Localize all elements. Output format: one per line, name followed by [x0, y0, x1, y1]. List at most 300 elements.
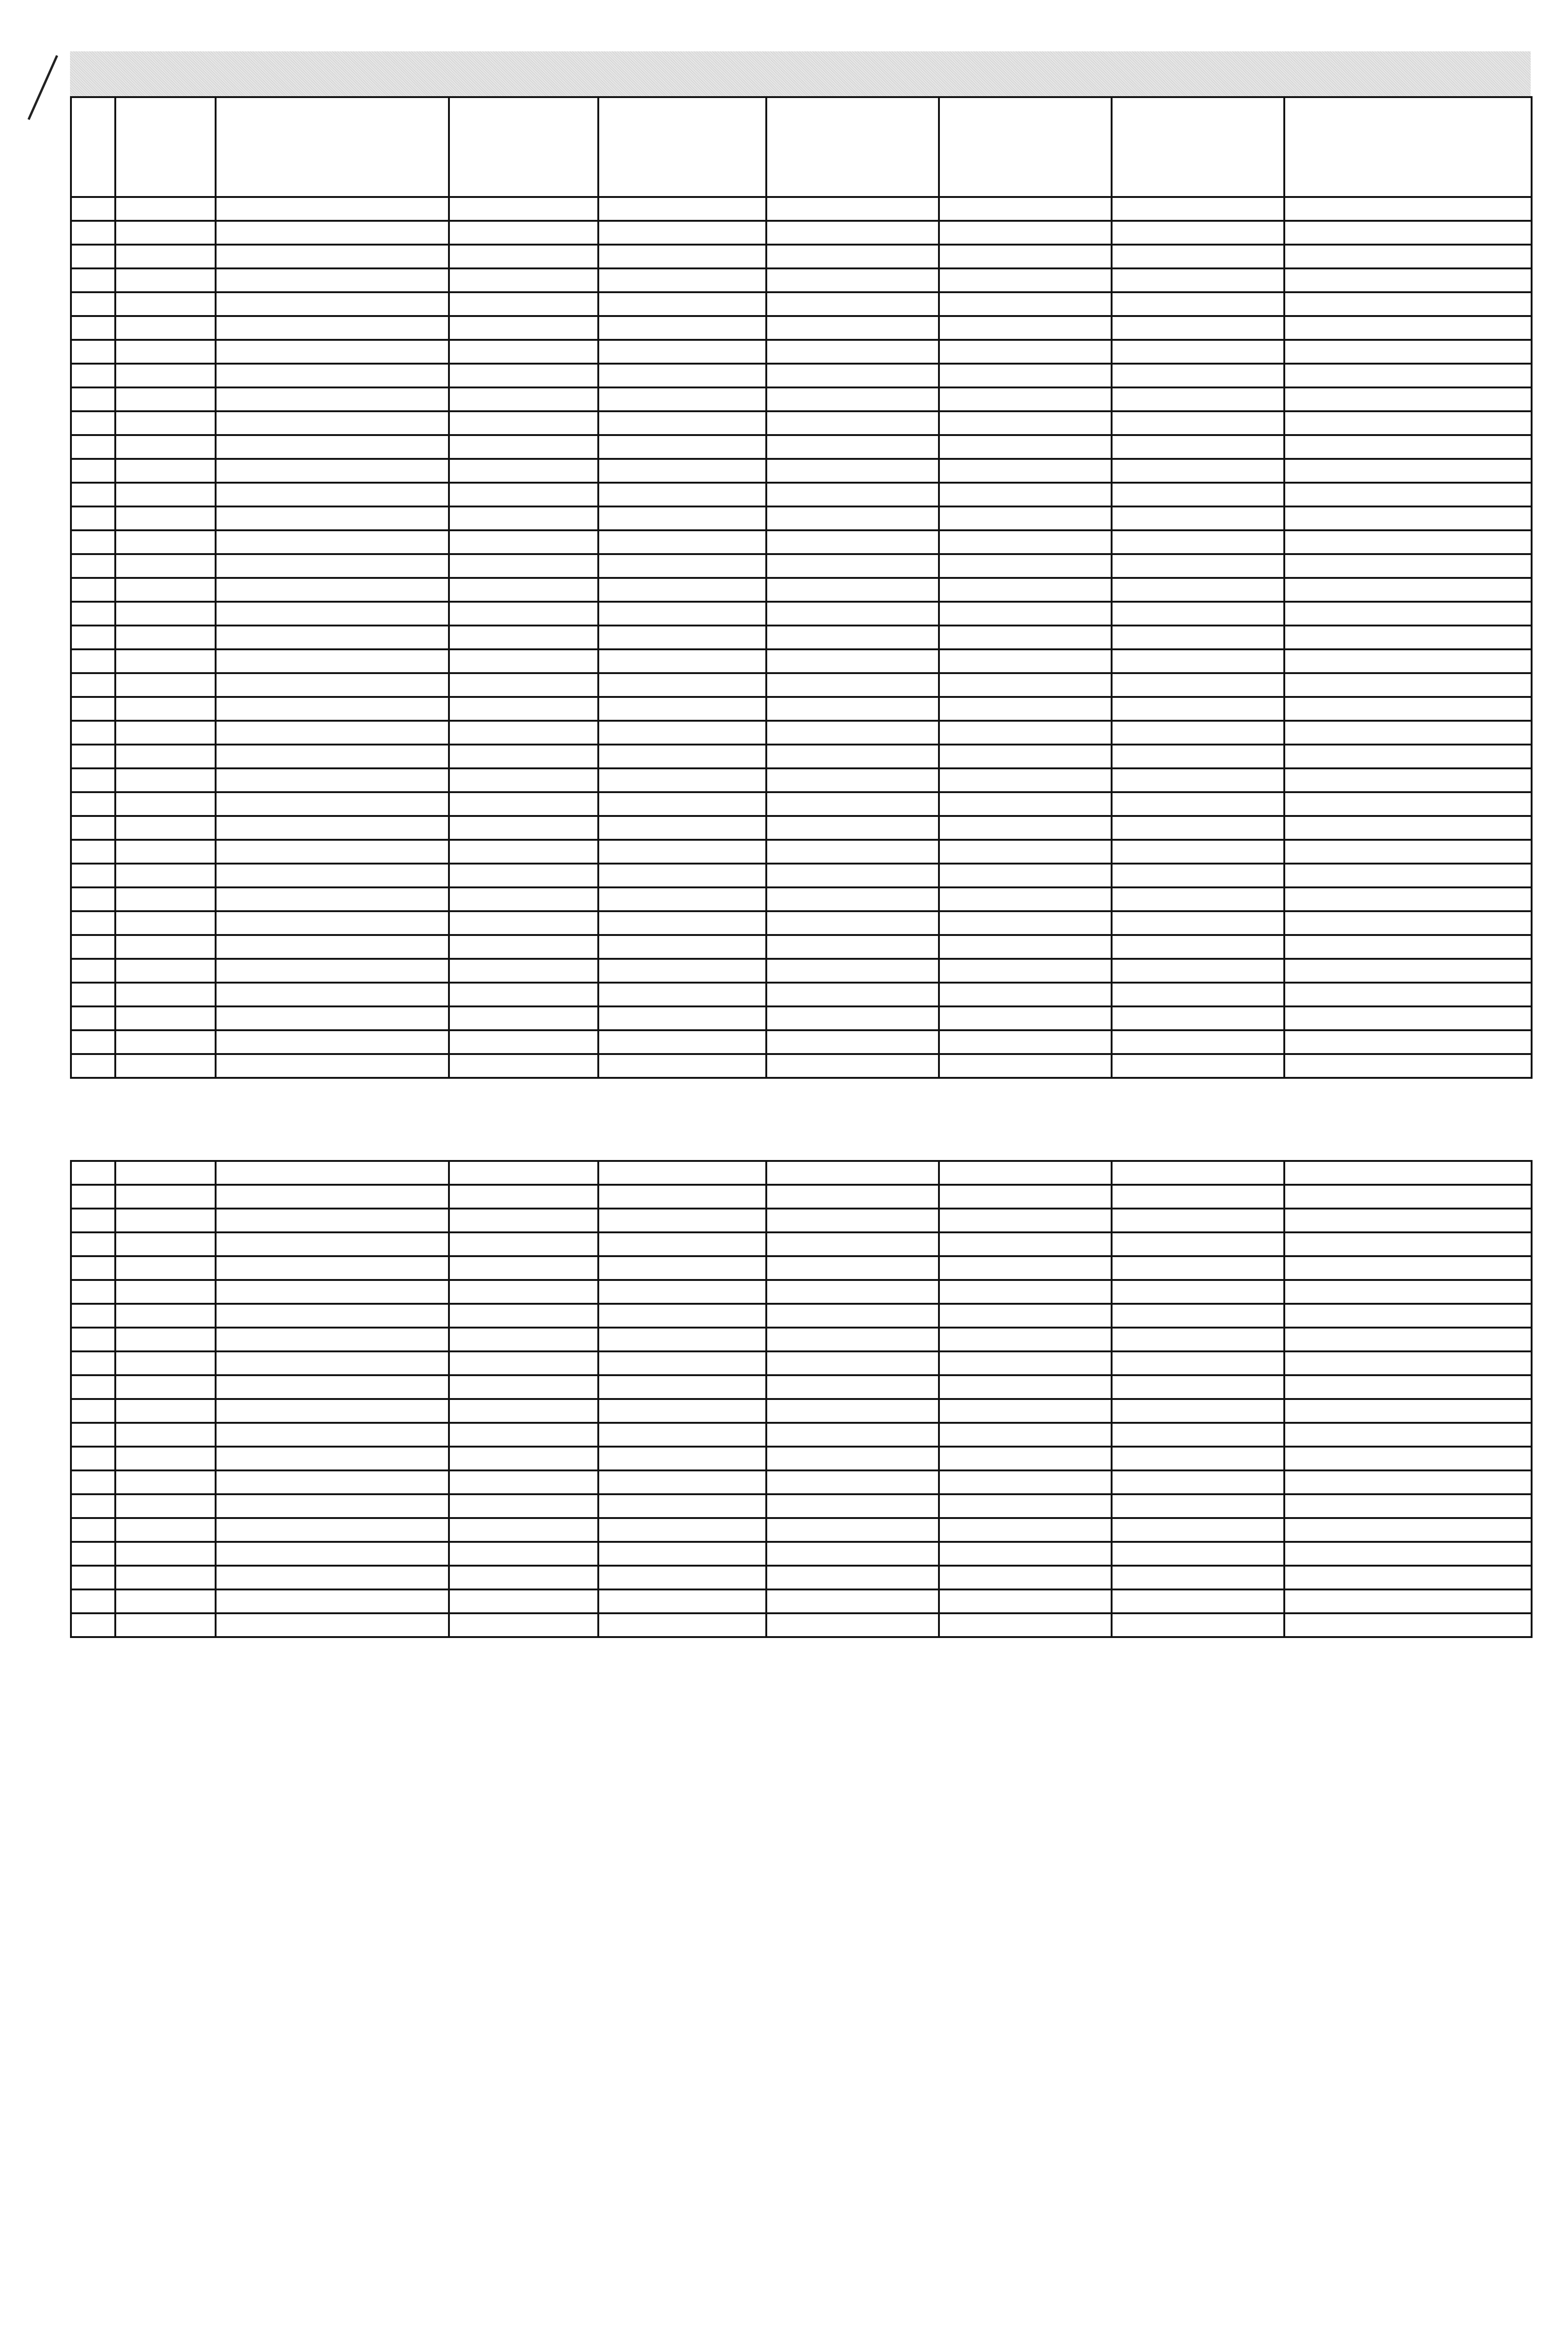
- tx-subtone-cell: [939, 1375, 1112, 1399]
- zap-st-cell: [71, 340, 115, 364]
- tx-frequency-cell: [766, 1375, 939, 1399]
- repeater-location-cell: [216, 721, 449, 745]
- rx-subtone-cell: [1284, 1328, 1532, 1351]
- table-row: [71, 1613, 1532, 1637]
- regional-center-cell: [598, 864, 766, 887]
- tx-frequency-cell: [766, 935, 939, 959]
- rx-frequency-cell: [1112, 364, 1284, 387]
- repeater-location-cell: [216, 483, 449, 506]
- zap-st-cell: [71, 1589, 115, 1613]
- regional-center-cell: [598, 459, 766, 483]
- table-row: [71, 1518, 1532, 1542]
- tx-frequency-cell: [766, 1494, 939, 1518]
- repeater-location-cell: [216, 840, 449, 864]
- tx-subtone-cell: [939, 221, 1112, 245]
- rx-subtone-cell: [1284, 816, 1532, 840]
- channel-number-cell: [115, 1280, 216, 1304]
- rx-subtone-cell: [1284, 911, 1532, 935]
- col-header: [1284, 97, 1532, 197]
- zap-st-cell: [71, 1328, 115, 1351]
- channel-number-cell: [115, 268, 216, 292]
- tx-frequency-cell: [766, 1030, 939, 1054]
- channel-number-cell: [115, 1518, 216, 1542]
- repeater-location-cell: [216, 1256, 449, 1280]
- channel-number-cell: [115, 721, 216, 745]
- table-row: [71, 1375, 1532, 1399]
- region-cell: [449, 1423, 598, 1447]
- region-cell: [449, 1351, 598, 1375]
- regional-center-cell: [598, 1494, 766, 1518]
- regional-center-cell: [598, 1399, 766, 1423]
- rx-subtone-cell: [1284, 1423, 1532, 1447]
- regional-center-cell: [598, 197, 766, 221]
- rx-subtone-cell: [1284, 887, 1532, 911]
- repeater-location-cell: [216, 745, 449, 768]
- channel-number-cell: [115, 530, 216, 554]
- channel-number-cell: [115, 1589, 216, 1613]
- channel-number-cell: [115, 1006, 216, 1030]
- region-cell: [449, 245, 598, 268]
- tx-frequency-cell: [766, 221, 939, 245]
- repeater-location-cell: [216, 197, 449, 221]
- rx-frequency-cell: [1112, 721, 1284, 745]
- tx-subtone-cell: [939, 506, 1112, 530]
- tx-subtone-cell: [939, 1185, 1112, 1209]
- repeater-location-cell: [216, 935, 449, 959]
- regional-center-cell: [598, 435, 766, 459]
- rx-subtone-cell: [1284, 721, 1532, 745]
- rx-subtone-cell: [1284, 1470, 1532, 1494]
- regional-center-cell: [598, 1589, 766, 1613]
- zap-st-cell: [71, 316, 115, 340]
- tx-subtone-cell: [939, 483, 1112, 506]
- tx-subtone-cell: [939, 626, 1112, 649]
- tx-subtone-cell: [939, 1518, 1112, 1542]
- rx-subtone-cell: [1284, 387, 1532, 411]
- table-row: [71, 506, 1532, 530]
- col-header: [598, 97, 766, 197]
- region-cell: [449, 1447, 598, 1470]
- rx-subtone-cell: [1284, 1542, 1532, 1566]
- repeater-location-cell: [216, 578, 449, 602]
- zap-st-cell: [71, 1566, 115, 1589]
- rx-subtone-cell: [1284, 1566, 1532, 1589]
- table-row: [71, 983, 1532, 1006]
- region-cell: [449, 1566, 598, 1589]
- zap-st-cell: [71, 887, 115, 911]
- zap-st-cell: [71, 1399, 115, 1423]
- repeater-location-cell: [216, 626, 449, 649]
- repeater-location-cell: [216, 1613, 449, 1637]
- zap-st-cell: [71, 673, 115, 697]
- table-row: [71, 292, 1532, 316]
- rx-frequency-cell: [1112, 1375, 1284, 1399]
- regional-center-cell: [598, 768, 766, 792]
- rx-subtone-cell: [1284, 435, 1532, 459]
- repeater-location-cell: [216, 221, 449, 245]
- rx-frequency-cell: [1112, 1589, 1284, 1613]
- channel-number-cell: [115, 792, 216, 816]
- tx-frequency-cell: [766, 1542, 939, 1566]
- tx-frequency-cell: [766, 459, 939, 483]
- tx-subtone-cell: [939, 1494, 1112, 1518]
- region-cell: [449, 697, 598, 721]
- repeater-location-cell: [216, 245, 449, 268]
- channel-number-cell: [115, 1566, 216, 1589]
- zap-st-cell: [71, 1054, 115, 1078]
- region-cell: [449, 1185, 598, 1209]
- rx-frequency-cell: [1112, 1470, 1284, 1494]
- zap-st-cell: [71, 935, 115, 959]
- rx-subtone-cell: [1284, 1006, 1532, 1030]
- tx-frequency-cell: [766, 745, 939, 768]
- channel-number-cell: [115, 673, 216, 697]
- region-cell: [449, 887, 598, 911]
- channel-number-cell: [115, 1030, 216, 1054]
- tx-subtone-cell: [939, 602, 1112, 626]
- channel-number-cell: [115, 864, 216, 887]
- rx-frequency-cell: [1112, 1423, 1284, 1447]
- rx-subtone-cell: [1284, 626, 1532, 649]
- table-row: [71, 1494, 1532, 1518]
- table-row: [71, 959, 1532, 983]
- regional-center-cell: [598, 1375, 766, 1399]
- rx-subtone-cell: [1284, 1185, 1532, 1209]
- tx-frequency-cell: [766, 911, 939, 935]
- rx-frequency-cell: [1112, 983, 1284, 1006]
- tx-frequency-cell: [766, 840, 939, 864]
- zap-st-cell: [71, 530, 115, 554]
- region-cell: [449, 221, 598, 245]
- region-cell: [449, 1542, 598, 1566]
- rx-frequency-cell: [1112, 1494, 1284, 1518]
- rx-subtone-cell: [1284, 578, 1532, 602]
- region-cell: [449, 792, 598, 816]
- table-row: [71, 911, 1532, 935]
- channel-number-cell: [115, 316, 216, 340]
- regional-center-cell: [598, 1518, 766, 1542]
- regional-center-cell: [598, 983, 766, 1006]
- tx-frequency-cell: [766, 435, 939, 459]
- channel-number-cell: [115, 1161, 216, 1185]
- rx-frequency-cell: [1112, 1006, 1284, 1030]
- tx-frequency-cell: [766, 1613, 939, 1637]
- tx-subtone-cell: [939, 1613, 1112, 1637]
- zap-st-cell: [71, 578, 115, 602]
- rx-frequency-cell: [1112, 602, 1284, 626]
- regional-center-cell: [598, 626, 766, 649]
- channel-number-cell: [115, 1185, 216, 1209]
- repeater-location-cell: [216, 459, 449, 483]
- repeater-location-cell: [216, 1470, 449, 1494]
- regional-center-cell: [598, 887, 766, 911]
- rx-frequency-cell: [1112, 435, 1284, 459]
- zap-st-cell: [71, 649, 115, 673]
- rx-frequency-cell: [1112, 1185, 1284, 1209]
- table-row: [71, 1542, 1532, 1566]
- tx-subtone-cell: [939, 1542, 1112, 1566]
- channel-number-cell: [115, 506, 216, 530]
- tx-subtone-cell: [939, 1351, 1112, 1375]
- regional-center-cell: [598, 578, 766, 602]
- tx-subtone-cell: [939, 983, 1112, 1006]
- repeater-location-cell: [216, 1209, 449, 1232]
- repeater-location-cell: [216, 316, 449, 340]
- rx-frequency-cell: [1112, 340, 1284, 364]
- table-row: [71, 554, 1532, 578]
- zap-st-cell: [71, 387, 115, 411]
- tx-frequency-cell: [766, 1470, 939, 1494]
- rx-frequency-cell: [1112, 792, 1284, 816]
- tx-frequency-cell: [766, 1161, 939, 1185]
- zap-st-cell: [71, 245, 115, 268]
- tx-frequency-cell: [766, 1423, 939, 1447]
- rx-subtone-cell: [1284, 1161, 1532, 1185]
- rx-frequency-cell: [1112, 245, 1284, 268]
- tx-frequency-cell: [766, 1232, 939, 1256]
- rx-subtone-cell: [1284, 1613, 1532, 1637]
- zap-st-cell: [71, 221, 115, 245]
- tx-frequency-cell: [766, 1006, 939, 1030]
- rx-frequency-cell: [1112, 411, 1284, 435]
- tx-subtone-cell: [939, 435, 1112, 459]
- repeater-location-cell: [216, 1494, 449, 1518]
- region-cell: [449, 1161, 598, 1185]
- repeater-location-cell: [216, 268, 449, 292]
- repeater-location-cell: [216, 1185, 449, 1209]
- repeater-location-cell: [216, 697, 449, 721]
- pen-mark: [28, 55, 63, 122]
- tx-frequency-cell: [766, 816, 939, 840]
- tx-subtone-cell: [939, 268, 1112, 292]
- table-row: [71, 1161, 1532, 1185]
- tx-subtone-cell: [939, 1006, 1112, 1030]
- tx-frequency-cell: [766, 483, 939, 506]
- zap-st-cell: [71, 1256, 115, 1280]
- tx-subtone-cell: [939, 364, 1112, 387]
- tx-subtone-cell: [939, 1423, 1112, 1447]
- region-cell: [449, 1613, 598, 1637]
- regional-center-cell: [598, 1613, 766, 1637]
- table-row: [71, 816, 1532, 840]
- tx-subtone-cell: [939, 887, 1112, 911]
- rx-frequency-cell: [1112, 697, 1284, 721]
- rx-frequency-cell: [1112, 649, 1284, 673]
- repeater-location-cell: [216, 1375, 449, 1399]
- rx-subtone-cell: [1284, 1399, 1532, 1423]
- regional-center-cell: [598, 602, 766, 626]
- rx-subtone-cell: [1284, 745, 1532, 768]
- zap-st-cell: [71, 1232, 115, 1256]
- table-row: [71, 1030, 1532, 1054]
- repeater-location-cell: [216, 554, 449, 578]
- tx-frequency-cell: [766, 1399, 939, 1423]
- regional-center-cell: [598, 721, 766, 745]
- tx-subtone-cell: [939, 578, 1112, 602]
- regional-center-cell: [598, 1542, 766, 1566]
- table-row: [71, 626, 1532, 649]
- tx-frequency-cell: [766, 578, 939, 602]
- rx-subtone-cell: [1284, 935, 1532, 959]
- region-cell: [449, 435, 598, 459]
- rx-subtone-cell: [1284, 1304, 1532, 1328]
- col-header: [766, 97, 939, 197]
- channel-number-cell: [115, 626, 216, 649]
- region-cell: [449, 459, 598, 483]
- header-row: [71, 97, 1532, 197]
- rx-frequency-cell: [1112, 1030, 1284, 1054]
- table-row: [71, 1589, 1532, 1613]
- rx-subtone-cell: [1284, 268, 1532, 292]
- tx-subtone-cell: [939, 792, 1112, 816]
- tx-subtone-cell: [939, 411, 1112, 435]
- repeater-location-cell: [216, 887, 449, 911]
- tx-subtone-cell: [939, 935, 1112, 959]
- zap-st-cell: [71, 1209, 115, 1232]
- rx-frequency-cell: [1112, 1280, 1284, 1304]
- rx-subtone-cell: [1284, 340, 1532, 364]
- tx-subtone-cell: [939, 959, 1112, 983]
- regional-center-cell: [598, 268, 766, 292]
- tx-frequency-cell: [766, 887, 939, 911]
- region-cell: [449, 292, 598, 316]
- tx-frequency-cell: [766, 1209, 939, 1232]
- tx-frequency-cell: [766, 1589, 939, 1613]
- tx-frequency-cell: [766, 554, 939, 578]
- region-cell: [449, 1304, 598, 1328]
- repeater-location-cell: [216, 1054, 449, 1078]
- region-cell: [449, 364, 598, 387]
- zap-st-cell: [71, 792, 115, 816]
- rx-frequency-cell: [1112, 816, 1284, 840]
- rx-frequency-cell: [1112, 221, 1284, 245]
- tx-subtone-cell: [939, 697, 1112, 721]
- repeater-location-cell: [216, 602, 449, 626]
- rx-frequency-cell: [1112, 530, 1284, 554]
- regional-center-cell: [598, 1030, 766, 1054]
- repeater-location-cell: [216, 1351, 449, 1375]
- repeater-location-cell: [216, 1280, 449, 1304]
- table-row: [71, 245, 1532, 268]
- table-row: [71, 1470, 1532, 1494]
- repeater-location-cell: [216, 1518, 449, 1542]
- channel-number-cell: [115, 1613, 216, 1637]
- channel-number-cell: [115, 1399, 216, 1423]
- region-cell: [449, 554, 598, 578]
- tx-subtone-cell: [939, 864, 1112, 887]
- region-cell: [449, 197, 598, 221]
- regional-center-cell: [598, 1423, 766, 1447]
- table-row: [71, 1423, 1532, 1447]
- regional-center-cell: [598, 1256, 766, 1280]
- tx-subtone-cell: [939, 197, 1112, 221]
- rx-frequency-cell: [1112, 197, 1284, 221]
- region-cell: [449, 602, 598, 626]
- zap-st-cell: [71, 626, 115, 649]
- repeater-location-cell: [216, 364, 449, 387]
- tx-subtone-cell: [939, 816, 1112, 840]
- zap-st-cell: [71, 459, 115, 483]
- zap-st-cell: [71, 1304, 115, 1328]
- table-row: [71, 578, 1532, 602]
- table-row: [71, 387, 1532, 411]
- tx-subtone-cell: [939, 1447, 1112, 1470]
- table-row: [71, 935, 1532, 959]
- col-header: [115, 97, 216, 197]
- rx-frequency-cell: [1112, 1399, 1284, 1423]
- table-body-2: [71, 1161, 1532, 1637]
- rx-subtone-cell: [1284, 1375, 1532, 1399]
- tx-frequency-cell: [766, 1304, 939, 1328]
- regional-center-cell: [598, 554, 766, 578]
- region-cell: [449, 911, 598, 935]
- rx-frequency-cell: [1112, 959, 1284, 983]
- tx-frequency-cell: [766, 697, 939, 721]
- table-row: [71, 340, 1532, 364]
- repeater-location-cell: [216, 1006, 449, 1030]
- channel-number-cell: [115, 1494, 216, 1518]
- tx-subtone-cell: [939, 340, 1112, 364]
- tx-frequency-cell: [766, 1566, 939, 1589]
- rx-frequency-cell: [1112, 578, 1284, 602]
- title-band: [70, 51, 1531, 96]
- tx-frequency-cell: [766, 1328, 939, 1351]
- zap-st-cell: [71, 602, 115, 626]
- table-row: [71, 459, 1532, 483]
- channel-number-cell: [115, 1542, 216, 1566]
- tx-frequency-cell: [766, 387, 939, 411]
- channel-number-cell: [115, 745, 216, 768]
- repeater-location-cell: [216, 768, 449, 792]
- table-row: [71, 721, 1532, 745]
- rx-subtone-cell: [1284, 1494, 1532, 1518]
- rx-frequency-cell: [1112, 1232, 1284, 1256]
- channel-number-cell: [115, 1304, 216, 1328]
- rx-frequency-cell: [1112, 935, 1284, 959]
- zap-st-cell: [71, 1518, 115, 1542]
- tx-subtone-cell: [939, 745, 1112, 768]
- frequency-table-part-1: [70, 96, 1533, 1079]
- region-cell: [449, 1232, 598, 1256]
- tx-subtone-cell: [939, 459, 1112, 483]
- region-cell: [449, 1518, 598, 1542]
- zap-st-cell: [71, 1447, 115, 1470]
- rx-frequency-cell: [1112, 1161, 1284, 1185]
- rx-subtone-cell: [1284, 530, 1532, 554]
- channel-number-cell: [115, 483, 216, 506]
- regional-center-cell: [598, 673, 766, 697]
- tx-frequency-cell: [766, 530, 939, 554]
- table-row: [71, 602, 1532, 626]
- rx-frequency-cell: [1112, 387, 1284, 411]
- rx-subtone-cell: [1284, 768, 1532, 792]
- rx-subtone-cell: [1284, 1054, 1532, 1078]
- zap-st-cell: [71, 197, 115, 221]
- rx-subtone-cell: [1284, 697, 1532, 721]
- zap-st-cell: [71, 983, 115, 1006]
- tx-frequency-cell: [766, 411, 939, 435]
- regional-center-cell: [598, 1447, 766, 1470]
- zap-st-cell: [71, 1542, 115, 1566]
- channel-number-cell: [115, 578, 216, 602]
- regional-center-cell: [598, 649, 766, 673]
- tx-subtone-cell: [939, 1566, 1112, 1589]
- table-row: [71, 1447, 1532, 1470]
- regional-center-cell: [598, 483, 766, 506]
- regional-center-cell: [598, 697, 766, 721]
- table-row: [71, 316, 1532, 340]
- repeater-location-cell: [216, 1030, 449, 1054]
